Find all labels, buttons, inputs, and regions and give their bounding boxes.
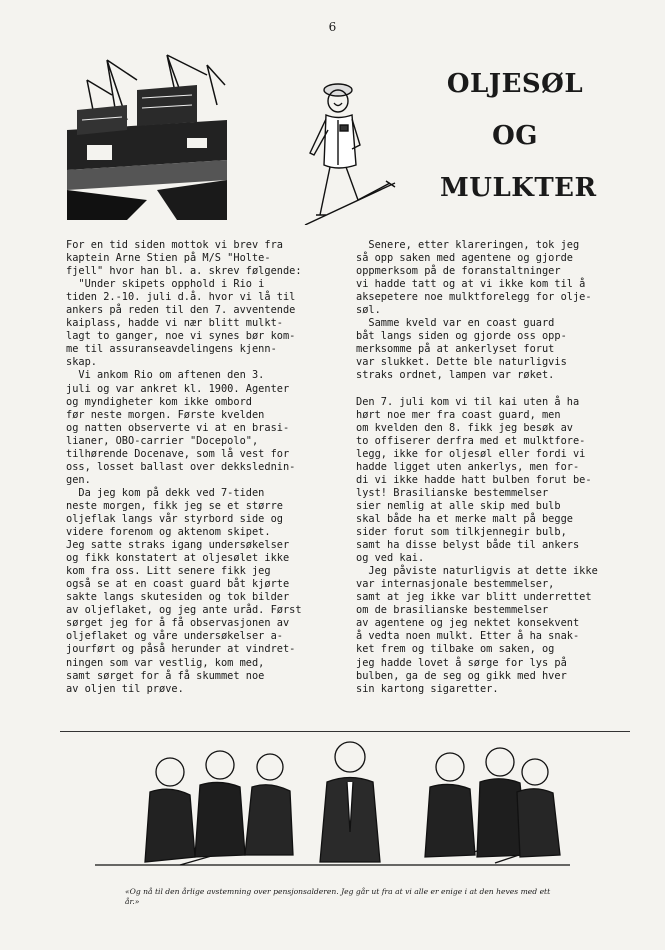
section-divider bbox=[60, 731, 630, 732]
headline-line-1: OLJESØL bbox=[446, 69, 584, 99]
boardroom-cartoon bbox=[95, 737, 570, 887]
officer-cartoon bbox=[300, 75, 410, 225]
headline-line-3: MULKTER bbox=[440, 173, 597, 203]
page-number: 6 bbox=[328, 20, 337, 34]
headline-line-2: OG bbox=[492, 121, 538, 151]
shipyard-illustration bbox=[67, 50, 227, 220]
cartoon-caption: «Og nå til den årlige avstemning over pensjonsalderen. Jeg går ut fra at vi alle er enige i at den heves med ett år.» bbox=[125, 887, 551, 906]
article-left-column: For en tid siden mottok vi brev fra kaptein Arne Stien på M/S "Holte- fjell" hvor han bl. a. skrev følgende: "Under skipets opphold i Rio i tiden 2.-10. juli d.å. hvor vi lå til ankers på reden til den 7. avventende kaiplass, hadde vi nær blitt mulkt- lagt to ganger, noe vi synes bør kom- me til assuranseavdelingens kjenn- skap. Vi ankom Rio om aftenen den 3. juli og var ankret kl. 1900. Agenter og myndigheter kom ikke ombord før neste morgen. Første kvelden og natten observerte vi at en brasi- lianer, OBO-carrier "Docepolo", tilhørende Docenave, som lå vest for oss, losset ballast over dekkslednin- gen. Da jeg kom på dekk ved 7-tiden neste morgen, fikk jeg se et større oljeflak langs vår styrbord side og videre forenom og aktenom skipet. Jeg satte straks igang undersøkelser og fikk konstatert at oljesølet ikke kom fra oss. Litt senere fikk jeg også se at en coast guard båt kjørte sakte langs skutesiden og tok bilder av oljeflaket, og jeg ante uråd. Først sørget jeg for å få observasjonen av oljeflaket og våre undersøkelser a- jourført og påså herunder at vindret- ningen som var vestlig, kom med, samt sørget for å få skummet noe av oljen til prøve. bbox=[66, 239, 302, 695]
article-right-column: Senere, etter klareringen, tok jeg så opp saken med agentene og gjorde oppmerksom på de foranstaltninger vi hadde tatt og at vi ikke kom til å aksepetere noe mulktforelegg for olje- søl. Samme kveld var en coast guard båt langs siden og gjorde oss opp- merksomme på at ankerlyset forut var slukket. Dette ble naturligvis straks ordnet, lampen var røket. Den 7. juli kom vi til kai uten å ha hørt noe mer fra coast guard, men om kvelden den 8. fikk jeg besøk av to offiserer derfra med et mulktfore- legg, ikke for oljesøl eller fordi vi hadde ligget uten ankerlys, men for- di vi ikke hadde hatt bulben forut be- lyst! Brasilianske bestemmelser sier nemlig at alle skip med bulb skal både ha et merke malt på begge sider forut som tilkjennegir bulb, samt ha disse belyst både til ankers og ved kai. Jeg påviste naturligvis at dette ikke var internasjonale bestemmelser, samt at jeg ikke var blitt underrettet om de brasilianske bestemmelser av agentene og jeg nektet konsekvent å vedta noen mulkt. Etter å ha snak- ket frem og tilbake om saken, og jeg hadde lovet å sørge for lys på bulben, ga de seg og gikk med hver sin kartong sigaretter. bbox=[356, 239, 598, 695]
headline bbox=[440, 58, 597, 214]
